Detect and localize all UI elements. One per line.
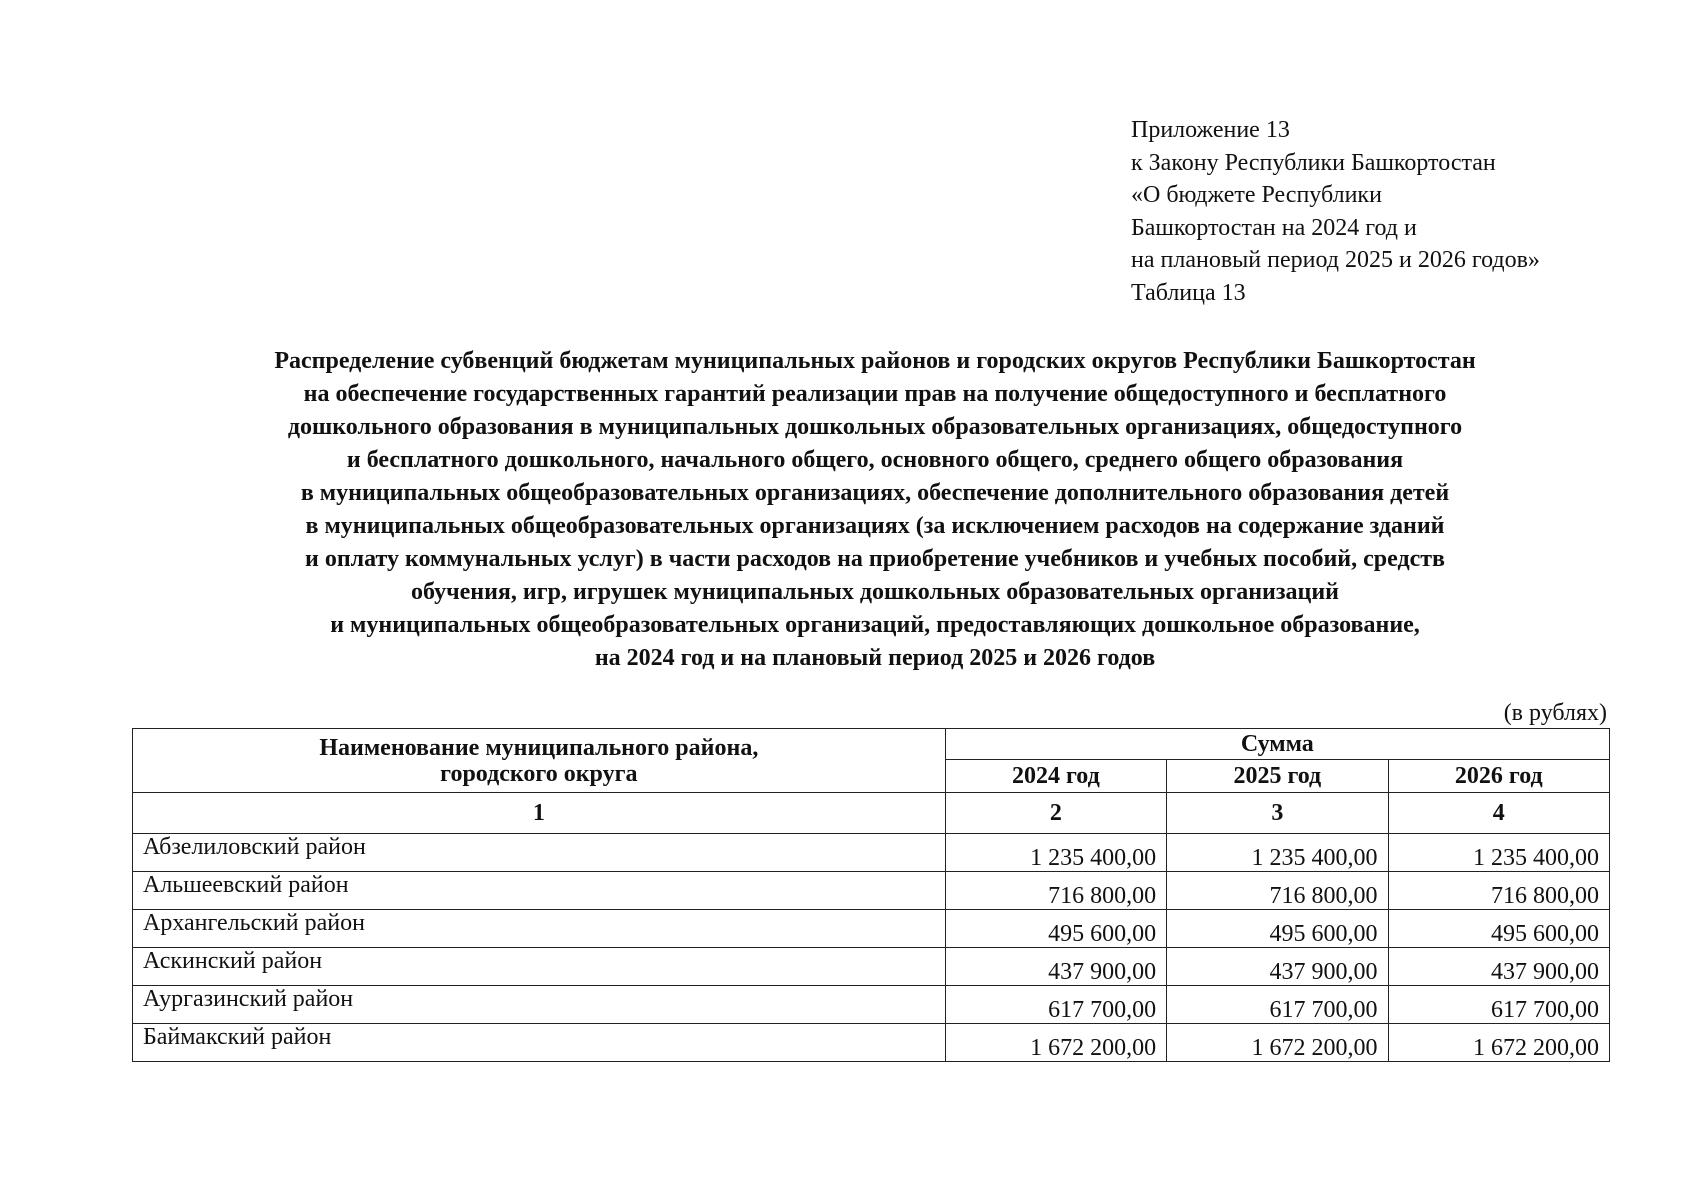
amount-2026: 716 800,00 (1388, 872, 1609, 910)
appendix-line: Приложение 13 (1131, 117, 1290, 143)
amount-2025: 716 800,00 (1167, 872, 1388, 910)
units-label: (в рублях) (1503, 700, 1607, 726)
district-name: Абзелиловский район (133, 834, 946, 872)
appendix-line: Таблица 13 (1131, 279, 1246, 306)
amount-2024: 437 900,00 (945, 948, 1166, 986)
column-number: 3 (1167, 793, 1388, 834)
amount-2025: 617 700,00 (1167, 986, 1388, 1024)
title-line: дошкольного образования в муниципальных дошкольных образовательных организациях, общедоступного (287, 414, 1463, 440)
title-line: и муниципальных общеобразовательных организаций, предоставляющих дошкольное образование, (330, 612, 1420, 638)
appendix-line: на плановый период 2025 и 2026 годов» (1131, 247, 1540, 273)
title-line: на обеспечение государственных гарантий реализации прав на получение общедоступного и бесплатного (303, 381, 1447, 407)
document-title (140, 345, 1610, 675)
name-header-line: Наименование муниципального района, (319, 734, 759, 761)
sum-column-header: Сумма (945, 729, 1609, 760)
amount-2024: 1 235 400,00 (945, 834, 1166, 872)
table-header-row (133, 729, 1610, 760)
table-row (133, 910, 1610, 948)
year-header-2026: 2026 год (1388, 760, 1609, 793)
appendix-block (1131, 114, 1540, 309)
table-row (133, 948, 1610, 986)
title-line: в муниципальных общеобразовательных организациях (за исключением расходов на содержание зданий (305, 513, 1445, 539)
appendix-line: к Закону Республики Башкортостан (1131, 149, 1496, 176)
amount-2025: 495 600,00 (1167, 910, 1388, 948)
year-header-2024: 2024 год (945, 760, 1166, 793)
amount-2026: 617 700,00 (1388, 986, 1609, 1024)
name-column-header (133, 729, 946, 793)
amount-2024: 617 700,00 (945, 986, 1166, 1024)
table-row (133, 1024, 1610, 1062)
title-line: на 2024 год и на плановый период 2025 и 2026 годов (594, 645, 1156, 671)
district-name: Аскинский район (133, 948, 946, 986)
year-header-2025: 2025 год (1167, 760, 1388, 793)
table-row (133, 834, 1610, 872)
amount-2024: 1 672 200,00 (945, 1024, 1166, 1062)
column-number: 1 (133, 793, 946, 834)
amount-2026: 1 672 200,00 (1388, 1024, 1609, 1062)
amount-2024: 495 600,00 (945, 910, 1166, 948)
column-number: 2 (945, 793, 1166, 834)
table-row (133, 986, 1610, 1024)
district-name: Баймакский район (133, 1024, 946, 1062)
title-line: и оплату коммунальных услуг) в части расходов на приобретение учебников и учебных пособий, средств (305, 546, 1445, 572)
amount-2024: 716 800,00 (945, 872, 1166, 910)
district-name: Аургазинский район (133, 986, 946, 1024)
table-row (133, 872, 1610, 910)
amount-2026: 437 900,00 (1388, 948, 1609, 986)
title-line: в муниципальных общеобразовательных организациях, обеспечение дополнительного образования детей (300, 480, 1450, 506)
appendix-line: Башкортостан на 2024 год и (1131, 214, 1417, 241)
column-number: 4 (1388, 793, 1609, 834)
amount-2025: 437 900,00 (1167, 948, 1388, 986)
district-name: Архангельский район (133, 910, 946, 948)
column-number-row (133, 793, 1610, 834)
appendix-line: «О бюджете Республики (1131, 182, 1382, 208)
district-name: Альшеевский район (133, 872, 946, 910)
title-line: Распределение субвенций бюджетам муниципальных районов и городских округов Республики Башкортостан (274, 348, 1476, 374)
amount-2026: 1 235 400,00 (1388, 834, 1609, 872)
amount-2025: 1 235 400,00 (1167, 834, 1388, 872)
title-line: и бесплатного дошкольного, начального общего, основного общего, среднего общего образования (346, 447, 1404, 473)
amount-2025: 1 672 200,00 (1167, 1024, 1388, 1062)
name-header-line: городского округа (440, 760, 638, 787)
amount-2026: 495 600,00 (1388, 910, 1609, 948)
title-line: обучения, игр, игрушек муниципальных дошкольных образовательных организаций (410, 579, 1340, 605)
subvention-table (132, 728, 1610, 1062)
